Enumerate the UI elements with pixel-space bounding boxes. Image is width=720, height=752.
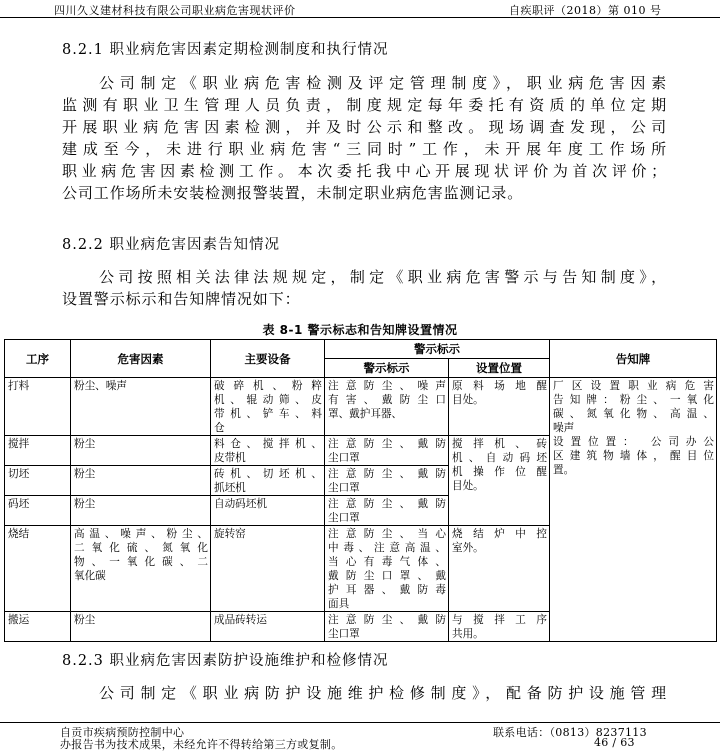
paragraph-line: 设置警示标示和告知牌情况如下： (62, 290, 301, 308)
cell-warning-sign: 注意防尘、戴防 尘口罩 (325, 436, 449, 466)
paragraph-line: 职业病危害因素检测工作。本次委托我中心开展现状评价为首次评价； (62, 162, 667, 180)
header-rule (0, 17, 720, 18)
cell-equipment: 成品砖转运 (211, 612, 325, 642)
header-right: 自疾职评（2018）第 010 号 (509, 4, 662, 17)
header-hazards: 危害因素 (71, 340, 211, 378)
footer-rule (0, 722, 720, 723)
cell-warning-sign: 注意防尘、戴防 尘口罩 (325, 466, 449, 496)
section-8-2-1-body (62, 72, 667, 204)
cell-process: 码坯 (5, 496, 71, 526)
cell-equipment: 砖机、切坯机、 抓坯机 (211, 466, 325, 496)
header-left: 四川久义建材科技有限公司职业病危害现状评价 (54, 4, 296, 17)
cell-process: 搬运 (5, 612, 71, 642)
cell-hazards: 高温、噪声、粉尘、 二氧化硫、氮氧化 物、一氧化碳、二 氧化碳 (71, 526, 211, 612)
paragraph-line: 公司制定《职业病危害检测及评定管理制度》，职业病危害因素 (99, 74, 667, 92)
cell-equipment: 料仓、搅拌机、 皮带机 (211, 436, 325, 466)
cell-warning-sign: 注意防尘、当心 中毒、注意高温、 当心有毒气体、 戴防尘口罩、戴 护耳器、戴防毒 面具 (325, 526, 449, 612)
table-row (5, 378, 717, 436)
cell-hazards: 粉尘 (71, 436, 211, 466)
footer-phone: 联系电话：（0813）8237113 (493, 726, 647, 739)
cell-hazards: 粉尘 (71, 612, 211, 642)
table-caption: 表 8-1 警示标志和告知牌设置情况 (262, 323, 458, 337)
paragraph-line: 公司按照相关法律法规规定，制定《职业病危害警示与告知制度》， (99, 268, 667, 286)
cell-location-merged: 搅拌机、砖 机、自动码坯 机操作位醒 目处。 (449, 436, 550, 526)
cell-equipment: 破碎机、粉粹 机、辊动筛、皮 带机、铲车、料 仓 (211, 378, 325, 436)
cell-warning-sign: 注意防尘、戴防 尘口罩 (325, 612, 449, 642)
cell-warning-sign: 注意防尘、噪声 有害、戴防尘口 罩、戴护耳器、 (325, 378, 449, 436)
cell-location: 原料场地醒 目处。 (449, 378, 550, 436)
cell-equipment: 旋转窑 (211, 526, 325, 612)
cell-process: 切坯 (5, 466, 71, 496)
header-location: 设置位置 (449, 359, 550, 378)
cell-hazards: 粉尘 (71, 466, 211, 496)
warning-signs-table (4, 339, 717, 642)
section-8-2-2-body (62, 266, 667, 310)
cell-warning-sign: 注意防尘、戴防 尘口罩 (325, 496, 449, 526)
cell-notice-board: 厂区设置职业病危害 告知牌：粉尘、一氧化 碳、氮氧化物、高温、 噪声 设置位置： 公司办公 区建筑物墙体，醒目位 置。 (550, 378, 717, 642)
header-warning-sign: 警示标示 (325, 359, 449, 378)
paragraph-line: 公司制定《职业病防护设施维护检修制度》，配备防护设施管理 (99, 684, 667, 702)
cell-equipment: 自动码坯机 (211, 496, 325, 526)
cell-process: 打料 (5, 378, 71, 436)
section-8-2-2-title: 8.2.2 职业病危害因素告知情况 (62, 237, 281, 253)
cell-location: 与搅拌工序 共用。 (449, 612, 550, 642)
cell-location: 烧结炉中控 室外。 (449, 526, 550, 612)
header-warning-group: 警示标示 (325, 340, 550, 359)
header-process: 工序 (5, 340, 71, 378)
footer-notice: 办报告书为技术成果，未经允许不得转给第三方或复制。 (60, 738, 343, 751)
paragraph-line: 建成至今，未进行职业病危害“三同时”工作，未开展年度工作场所 (62, 140, 667, 158)
cell-process: 烧结 (5, 526, 71, 612)
section-8-2-3-title: 8.2.3 职业病危害因素防护设施维护和检修情况 (62, 653, 389, 669)
section-8-2-1-title: 8.2.1 职业病危害因素定期检测制度和执行情况 (62, 42, 389, 58)
paragraph-line: 公司工作场所未安装检测报警装置，未制定职业病危害监测记录。 (62, 184, 524, 202)
cell-hazards: 粉尘 (71, 496, 211, 526)
header-notice-board: 告知牌 (550, 340, 717, 378)
paragraph-line: 开展职业病危害因素检测，并及时公示和整改。现场调查发现，公司 (62, 118, 667, 136)
cell-hazards: 粉尘、噪声 (71, 378, 211, 436)
header-equipment: 主要设备 (211, 340, 325, 378)
footer-org: 自贡市疾病预防控制中心 (60, 726, 185, 739)
cell-process: 搅拌 (5, 436, 71, 466)
paragraph-line: 监测有职业卫生管理人员负责，制度规定每年委托有资质的单位定期 (62, 96, 667, 114)
table-header-row (5, 340, 717, 359)
page-number: 46 / 63 (594, 736, 635, 749)
section-8-2-3-body (62, 682, 667, 704)
